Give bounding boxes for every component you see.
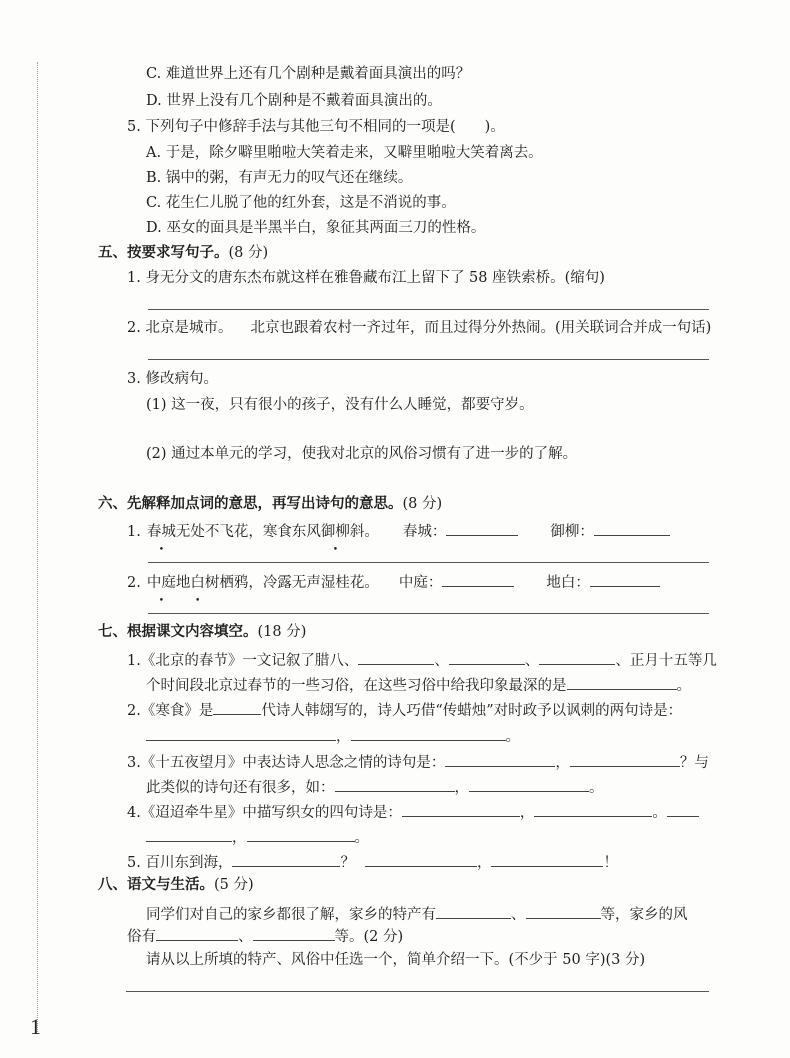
specialty-blank-2[interactable]: [526, 902, 601, 919]
section8-answer-line[interactable]: [126, 991, 709, 992]
q2-verse-blank-1[interactable]: [146, 724, 336, 741]
q4-verse-blank-1[interactable]: [402, 800, 520, 817]
chuncheng-blank[interactable]: [446, 519, 518, 536]
q5-option-a: A. 于是，除夕噼里啪啦大笑着走来，又噼里啪啦大笑着离去。: [146, 145, 543, 161]
section7-q2-line2: ， 。: [146, 724, 520, 747]
section6-line2-answer-line[interactable]: [148, 613, 709, 614]
section7-q4-line1: 4.《迢迢牵牛星》中描写织女的四句诗是： ， 。: [127, 800, 699, 823]
section6-line1: 1. 春城无处不飞花，寒食东风御柳斜。 春城： 御柳：: [127, 519, 670, 542]
q1-blank-3[interactable]: [539, 648, 615, 665]
section5-q3: 3. 修改病句。: [127, 371, 218, 387]
q4-verse-blank-3-start[interactable]: [667, 800, 699, 817]
q4-verse-blank-4[interactable]: [247, 825, 355, 842]
section5-q1-answer-line[interactable]: [148, 309, 709, 310]
section7-q3-line1: 3.《十五夜望月》中表达诗人思念之情的诗句是： ， ？与: [127, 750, 709, 773]
section8-paragraph2: 俗有 、 等。(2 分): [127, 924, 403, 947]
section5-q1: 1. 身无分文的唐东杰布就这样在雅鲁藏布江上留下了 58 座铁索桥。(缩句): [127, 270, 605, 286]
q4-option-d: D. 世界上没有几个剧种是不戴着面具演出的。: [146, 93, 442, 109]
custom-blank-1[interactable]: [156, 924, 238, 941]
section5-q3-1: (1) 这一夜，只有很小的孩子，没有什么人睡觉，都要守岁。: [146, 397, 534, 413]
section8-paragraph1: 同学们对自己的家乡都很了解，家乡的特产有 、 等，家乡的风: [146, 902, 688, 925]
specialty-blank-1[interactable]: [436, 902, 511, 919]
q5-stem: 5. 下列句子中修辞手法与其他三句不相同的一项是( )。: [127, 119, 505, 135]
section7-q1-line2: 个时间段北京过春节的一些习俗，在这些习俗中给我印象最深的是 。: [146, 673, 691, 696]
q1-blank-4[interactable]: [567, 673, 677, 690]
section5-q3-2: (2) 通过本单元的学习，使我对北京的风俗习惯有了进一步的了解。: [146, 446, 578, 462]
section7-q4-line2: ， 。: [146, 825, 369, 848]
q2-verse-blank-2[interactable]: [351, 724, 506, 741]
q1-blank-2[interactable]: [449, 648, 525, 665]
q4-verse-blank-3[interactable]: [146, 825, 232, 842]
q1-blank-1[interactable]: [358, 648, 434, 665]
custom-blank-2[interactable]: [253, 924, 335, 941]
section5-q2-answer-line[interactable]: [148, 359, 709, 360]
q3-similar-blank-1[interactable]: [335, 775, 455, 792]
section6-line1-answer-line[interactable]: [148, 562, 709, 563]
section6-line2: 2. 中庭地白树栖鸦，冷露无声湿桂花。 中庭： 地白：: [127, 570, 660, 593]
section7-q3-line2: 此类似的诗句还有很多，如： ， 。: [146, 775, 604, 798]
q5-blank-1[interactable]: [232, 850, 340, 867]
q5-blank-3[interactable]: [491, 850, 603, 867]
dotted-word-chuncheng: 春城: [146, 524, 176, 540]
dotted-word-bai: 白: [190, 575, 205, 591]
section7-q2-line1: 2.《寒食》是 代诗人韩翃写的，诗人巧借“传蜡烛”对时政予以讽刺的两句诗是：: [127, 698, 682, 721]
section6-title: 六、先解释加点词的意思，再写出诗句的意思。(8 分): [98, 496, 443, 512]
binding-margin-line: [37, 62, 38, 1034]
yuliu-blank[interactable]: [594, 519, 670, 536]
q4-verse-blank-2[interactable]: [534, 800, 652, 817]
page-number: 1: [30, 1014, 41, 1039]
dotted-word-yuliu: 御柳: [320, 524, 350, 540]
section8-title: 八、语文与生活。(5 分): [98, 877, 254, 893]
q4-option-c: C. 难道世界上还有几个剧种是戴着面具演出的吗？: [146, 66, 471, 82]
section5-title: 五、按要求写句子。(8 分): [98, 245, 269, 261]
zhongting-blank[interactable]: [442, 570, 514, 587]
dibai-blank[interactable]: [590, 570, 660, 587]
section8-paragraph3: 请从以上所填的特产、风俗中任选一个，简单介绍一下。(不少于 50 字)(3 分): [146, 952, 646, 968]
section7-title: 七、根据课文内容填空。(18 分): [98, 624, 307, 640]
section7-q1-line1: 1.《北京的春节》一文记叙了腊八、 、 、 、正月十五等几: [127, 648, 717, 671]
q3-similar-blank-2[interactable]: [469, 775, 589, 792]
q3-verse-blank-1[interactable]: [445, 750, 555, 767]
section5-q2: 2. 北京是城市。 北京也跟着农村一齐过年，而且过得分外热闹。(用关联词合并成一句话): [127, 320, 712, 336]
q5-blank-2[interactable]: [365, 850, 477, 867]
q5-option-c: C. 花生仁儿脱了他的红外套，这是不消说的事。: [146, 195, 456, 211]
dotted-word-zhongting: 中庭: [146, 575, 176, 591]
q5-option-b: B. 锅中的粥，有声无力的叹气还在继续。: [146, 170, 413, 186]
q2-dynasty-blank[interactable]: [213, 698, 261, 715]
q3-verse-blank-2[interactable]: [570, 750, 680, 767]
q5-option-d: D. 巫女的面具是半黑半白，象征其两面三刀的性格。: [146, 220, 486, 236]
section7-q5: 5. 百川东到海， ？ ， ！: [127, 850, 618, 873]
